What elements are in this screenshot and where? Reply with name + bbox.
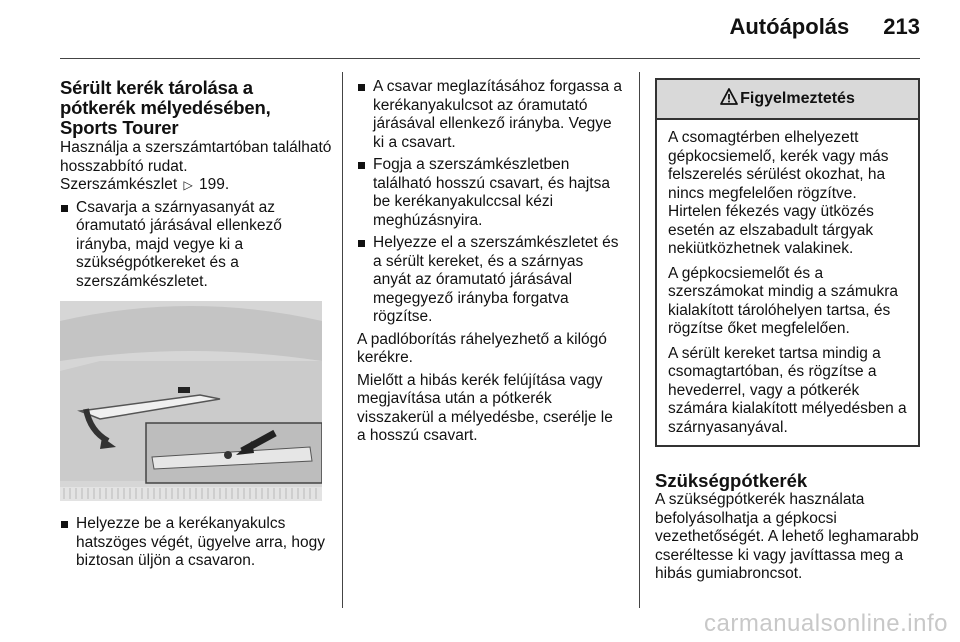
- illustration: [60, 301, 322, 501]
- warning-body: [657, 120, 918, 445]
- bullet-icon: [358, 162, 365, 169]
- warning-box: [655, 78, 920, 447]
- bullet-icon: [358, 84, 365, 91]
- chapter-title: Autóápolás: [729, 14, 850, 39]
- body-paragraph: A padlóborítás ráhelyezhető a kilógó kerékre.: [357, 330, 607, 366]
- list-item-text: Csavarja a szárnyasanyát az óramutató járásával ellenkező irányba, majd vegye ki a szükségpótkereket és a szerszámkészletet.: [76, 198, 282, 290]
- list-item: [357, 234, 625, 327]
- reference-arrow-icon: ▷: [183, 178, 193, 192]
- body-paragraph: A szükségpótkerék használata befolyásolhatja a gépkocsi vezethetőségét. A lehető leghamarabb cseréltesse ki vagy javíttassa meg a hibás gumiabroncsot.: [655, 491, 919, 582]
- list-item-text: Helyezze el a szerszámkészletet és a sérült kereket, és a szárnyas anyát az óramutató járásával megegyező irányba forgatva rögzítse.: [373, 234, 619, 325]
- warning-triangle-icon: [720, 88, 738, 111]
- warning-paragraph: A gépkocsiemelőt és a szerszámokat mindig a számukra kialakított tárolóhelyen tartsa, és rögzítse őket megfelelően.: [668, 264, 898, 337]
- list-item: [60, 515, 332, 571]
- list-item-text: Fogja a szerszámkészletben található hosszú csavart, és hajtsa be kerékanyakulccsal kézi meghúzásnyira.: [373, 156, 610, 229]
- warning-paragraph: A sérült kereket tartsa mindig a csomagtartóban, és rögzítse a hevederrel, vagy a pótkerék számára kialakított mélyedésben a szárnyasanyával.: [668, 344, 907, 436]
- page-header: [729, 14, 920, 44]
- bullet-icon: [61, 521, 68, 528]
- body-paragraph: Mielőtt a hibás kerék felújítása vagy megjavítása után a pótkerék visszakerül a mélyedésbe, cserélje le a hosszú csavart.: [357, 371, 613, 444]
- column-2: [357, 78, 625, 450]
- column-1: [60, 78, 332, 575]
- bullet-icon: [358, 240, 365, 247]
- intro-text: Használja a szerszámtartóban található hosszabbító rudat.: [60, 139, 332, 175]
- list-item: [357, 156, 625, 230]
- column-3: [655, 78, 920, 588]
- column-divider: [639, 72, 640, 608]
- reference-text: Szerszámkészlet: [60, 176, 178, 193]
- intro-reference: [60, 176, 332, 195]
- warning-paragraph: A csomagtérben elhelyezett gépkocsiemelő, kerék vagy más felszerelés sérülést okozhat, ha nincs megfelelően rögzítve. Hirtelen fékezés vagy ütközés esetén az elszabadult tárgyak nekiütközhetnek valakinek.: [668, 129, 889, 257]
- warning-header: [657, 80, 918, 120]
- reference-page[interactable]: 199.: [199, 176, 230, 193]
- column-divider: [342, 72, 343, 608]
- list-item-text: Helyezze be a kerékanyakulcs hatszöges végét, ügyelve arra, hogy biztosan üljön a csavaron.: [76, 515, 326, 569]
- list-item: [60, 199, 332, 292]
- section-heading: Sérült kerék tárolása a pótkerék mélyedésében, Sports Tourer: [60, 77, 271, 138]
- list-item: [357, 78, 625, 152]
- warning-title: Figyelmeztetés: [740, 89, 855, 107]
- bullet-icon: [61, 205, 68, 212]
- page-number: 213: [883, 14, 920, 39]
- header-divider: [60, 58, 920, 59]
- list-item-text: A csavar meglazításához forgassa a kerékanyakulcsot az óramutató járásával ellenkező irányba. Vegye ki a csavart.: [373, 78, 622, 151]
- subsection-heading: Szükségpótkerék: [655, 470, 808, 491]
- watermark: carmanualsonline.info: [704, 610, 948, 637]
